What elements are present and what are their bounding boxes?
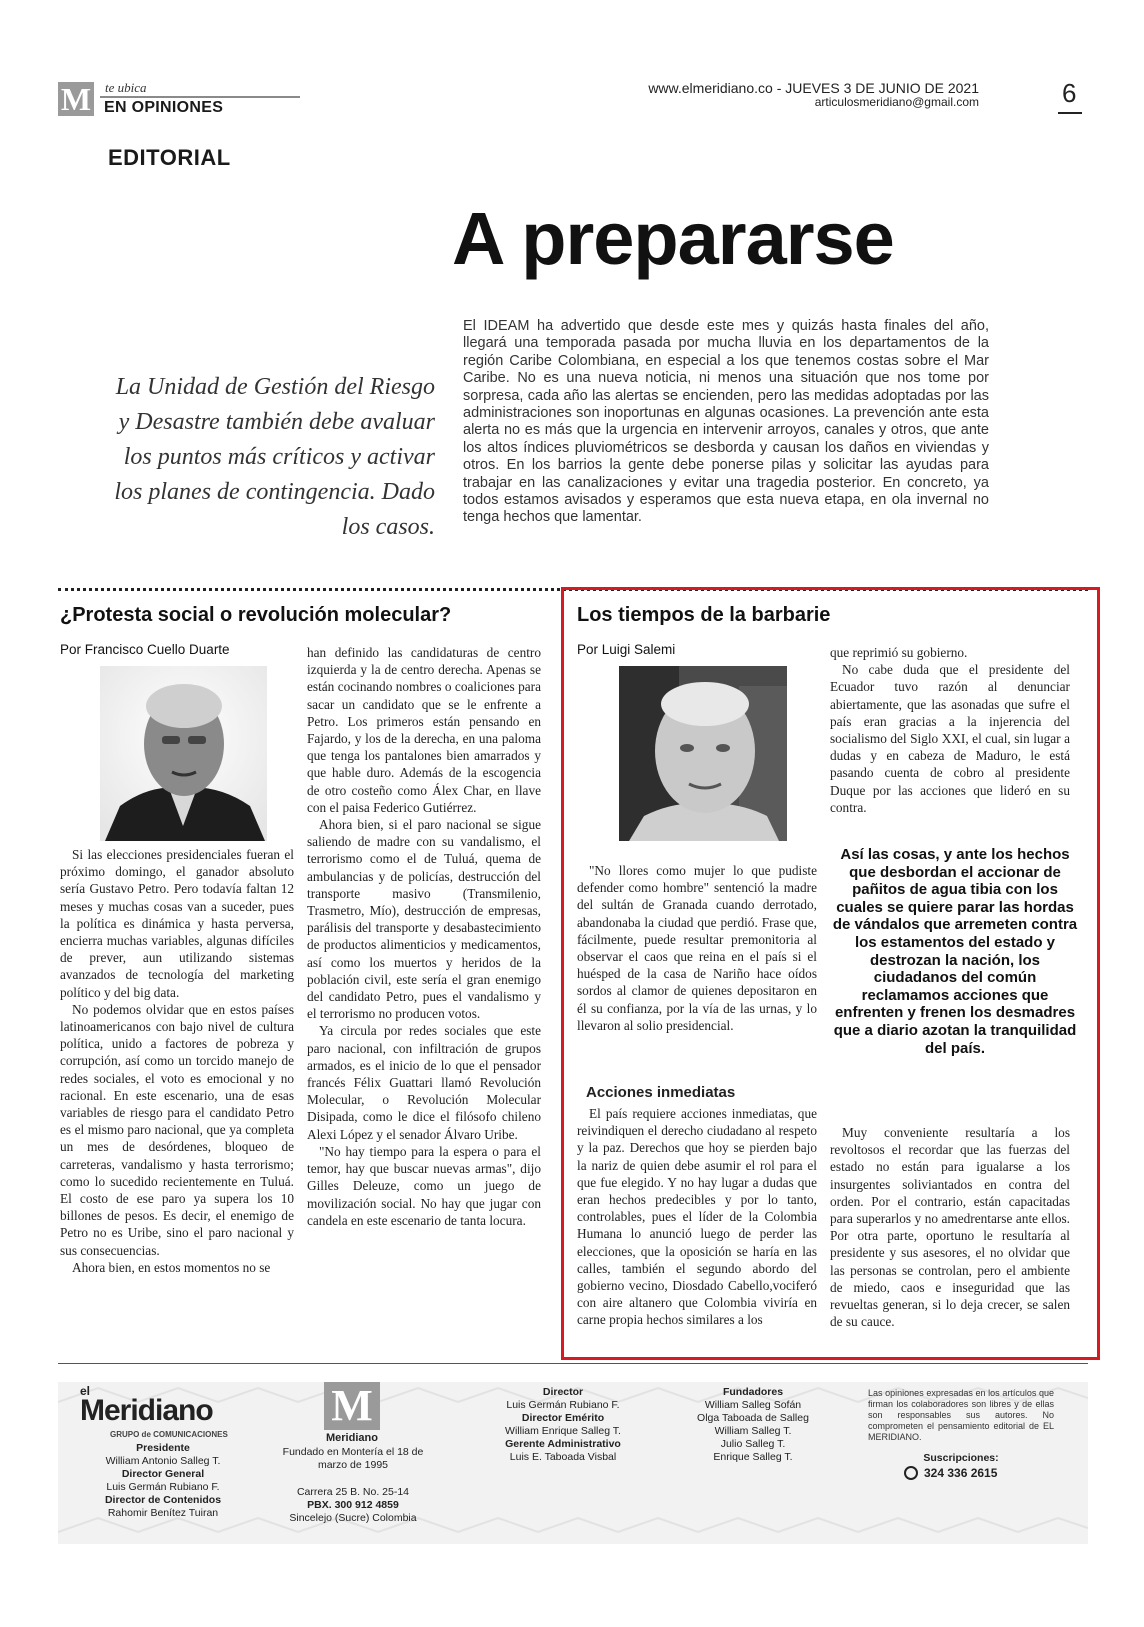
director-emerito-name: William Enrique Salleg T. bbox=[505, 1425, 621, 1437]
whatsapp-icon bbox=[904, 1466, 918, 1480]
subscriptions-phone: 324 336 2615 bbox=[924, 1466, 998, 1480]
article2-subhead: Acciones inmediatas bbox=[586, 1084, 736, 1101]
article2-paragraph: Muy conveniente resultaría a los revoltosos el recordar que las fuerzas del estado no están para igualarse a los insurgentes soliviantados en contra del orden. Por el contrario, están capacitadas para superarlos y no amedrentarse ante ellos. Por otra parte, oportuno le resultaría al presidente y sus asesores, el no olvidar que las personas se controlan, pero el ambiente de miedo, caos e inseguridad que las revueltas generan, si lo deja crecer, se salen de su cauce. bbox=[830, 1125, 1070, 1330]
gerente-label: Gerente Administrativo bbox=[505, 1438, 621, 1450]
director-contenidos-name: Rahomir Benítez Tuiran bbox=[107, 1507, 219, 1519]
editorial-label: EDITORIAL bbox=[108, 145, 231, 170]
footer-brand-name: Meridiano bbox=[80, 1394, 213, 1427]
article1-title: ¿Protesta social o revolución molecular? bbox=[60, 604, 452, 626]
director-emerito-label: Director Emérito bbox=[521, 1412, 605, 1424]
subscriptions-label: Suscripciones: bbox=[923, 1452, 999, 1464]
director-name: Luis Germán Rubiano F. bbox=[506, 1399, 620, 1411]
footer-directors bbox=[478, 1386, 648, 1464]
article2-paragraph: No cabe duda que el presidente del Ecuador tuvo razón al denunciar abiertamente, que las asonadas que sufre el país eran gracias a la injerencia del socialismo del Siglo XXI, el cual, sin lugar a dudas y en cabeza de Maduro, le está pasando cuenta de cobro al presidente Duque por las acciones que lideró en su contra. bbox=[830, 662, 1070, 815]
article2-paragraph: "No llores como mujer lo que pudiste defender como hombre" sentenció la madre del sultán de Granada cuando derrotado, abandonaba la ciudad que perdió. Frase que, fácilmente, puede resultar premonitoria al observar el caos que reina en el país si el huésped de la casa de Nariño hace oídos sordos al clamor de quienes depositaron en él su confianza, por la vía de las urnas, y lo llevaron al solio presidencial. bbox=[577, 863, 817, 1033]
fundador-name: William Salleg Sofán bbox=[704, 1399, 802, 1411]
section-name: EN OPINIONES bbox=[104, 99, 224, 116]
contact-email: articulosmeridiano@gmail.com bbox=[814, 95, 979, 109]
footer-brand-el: el bbox=[80, 1384, 91, 1398]
page-number: 6 bbox=[1062, 78, 1077, 108]
director-general-label: Director General bbox=[121, 1468, 205, 1480]
presidente-name: William Antonio Salleg T. bbox=[105, 1455, 221, 1467]
footer-address-block bbox=[268, 1486, 438, 1525]
article1-paragraph: No podemos olvidar que en estos países latinoamericanos con bajo nivel de cultura política, unido a factores de pobreza y corrupción, así como un torcido manejo de redes sociales, el voto es emocional y no racional. En este escenario, una de esas variables de riesgo para el candidato Petro es el mismo paro nacional, que ya completa un mes de desórdenes, bloqueo de carreteras, vandalismo y hasta terrorismo; como lo sucedido recientemente en Tuluá. El costo de ese paro ya supera los 10 billones de pesos. Es decir, el enemigo de Petro no es Uribe, sino el paro nacional y sus consecuencias. bbox=[60, 1001, 294, 1258]
article2-column-1b bbox=[577, 1105, 817, 1329]
section-rule bbox=[100, 96, 300, 98]
article1-column-1 bbox=[60, 846, 294, 1276]
fundador-name: Julio Salleg T. bbox=[720, 1438, 786, 1450]
article1-paragraph: han definido las candidaturas de centro izquierda y la de centro derecha. Apenas se están cocinando nombres o coaliciones para sacar un candidato que se le enfrente a Petro. Los primeros están pensando en Fajardo, y los de la derecha, en una paloma que tenga los pantalones bien amarrados y que hable duro. Además de la escogencia de otro costeño como Álex Char, en llave con el paisa Federico Gutiérrez. bbox=[307, 645, 541, 815]
footer-masthead bbox=[58, 1382, 1088, 1544]
article1-paragraph: Ahora bien, si el paro nacional se sigue saliendo de madre con su vandalismo, el terrorismo como el de Tuluá, quema de ambulancias y de policías, destrucción del transporte masivo (Transmilenio, Trasmetro, Mío), destrucción de empresas, parálisis del transporte y desabastecimiento de productos alimenticios y medicamentos, así como los muertos y heridos de la población civil, este sería el gran enemigo del candidato Petro, pues el vandalismo y el terrorismo no producen votos. bbox=[307, 817, 541, 1022]
article2-column-2 bbox=[830, 644, 1070, 816]
director-general-name: Luis Germán Rubiano F. bbox=[106, 1481, 220, 1493]
fundador-name: Enrique Salleg T. bbox=[713, 1451, 793, 1463]
meridiano-logo: M bbox=[58, 82, 94, 116]
footer-center-logo: M bbox=[324, 1382, 380, 1430]
author-photo-cuello bbox=[100, 666, 267, 841]
footer-founders bbox=[668, 1386, 838, 1464]
fundador-name: William Salleg T. bbox=[714, 1425, 792, 1437]
editorial-body: El IDEAM ha advertido que desde este mes y quizás hasta finales del año, llegará una temporada pasada por mucha lluvia en los departamentos de la región Caribe Colombiana, en especial a los que tenemos costas sobre el Mar Caribe. No es una nueva noticia, ni menos una situación que nos tome por sorpresa, cada año las alertas se encienden, pero las medidas adoptadas por las administraciones son inoportunas en algunas ocasiones. La prevención ante esta alerta no es más que la urgencia en intervenir arroyos, canales y otros, que ante los altos índices pluviométricos se desborda y causan los daños en viviendas y otros. En los barrios la gente debe ponerse pilas y solicitar las ayudas para trabajar en las canalizaciones y evitar una tragedia posterior. En concreto, ya todos estamos avisados y esperamos que esta nueva etapa, en ola invernal no tenga hechos que lamentar. bbox=[463, 318, 989, 526]
fundadores-label: Fundadores bbox=[722, 1386, 784, 1398]
site-date: www.elmeridiano.co - JUEVES 3 DE JUNIO DE 2021 bbox=[648, 80, 979, 96]
footer-pbx: PBX. 300 912 4859 bbox=[307, 1499, 399, 1511]
page-number-rule bbox=[1058, 112, 1082, 114]
article1-column-2 bbox=[307, 644, 541, 1229]
footer-disclaimer: Las opiniones expresadas en los artículos que firman los colaboradores son libres y de ellas son responsables sus autores. No comprometen el pensamiento editorial de EL MERIDIANO. bbox=[868, 1388, 1054, 1442]
footer-founded: Fundado en Montería el 18 de marzo de 1995 bbox=[282, 1446, 424, 1471]
footer-brand-sub: GRUPO de COMUNICACIONES bbox=[110, 1430, 228, 1439]
article2-pull-quote: Así las cosas, y ante los hechos que desbordan el accionar de pañitos de agua tibia con los cuales se quiere parar las hordas de vándalos que arremeten contra los estamentos del estado y destrozan la nación, los ciudadanos del común reclamamos acciones que enfrenten y frenen los desmadres que a diario azotan la tranquilidad del país. bbox=[832, 846, 1078, 1057]
fundador-name: Olga Taboada de Salleg bbox=[697, 1412, 809, 1424]
editorial-pull-quote: La Unidad de Gestión del Riesgo y Desastre también debe avaluar los puntos más críticos y activar los planes de contingencia. Dado los casos. bbox=[114, 374, 435, 540]
columns-bottom-rule bbox=[58, 1363, 1088, 1364]
director-label: Director bbox=[542, 1386, 584, 1398]
presidente-label: Presidente bbox=[136, 1442, 190, 1454]
footer-staff-left bbox=[78, 1442, 248, 1520]
gerente-name: Luis E. Taboada Visbal bbox=[509, 1451, 617, 1463]
director-contenidos-label: Director de Contenidos bbox=[104, 1494, 222, 1506]
article2-paragraph: que reprimió su gobierno. bbox=[830, 645, 968, 660]
article2-paragraph: El país requiere acciones inmediatas, que reivindiquen el derecho ciudadano al respeto y la paz. Derechos que hoy se pierden bajo la nariz de quien debe asumir el rol para el que fue elegido. Y no hay lugar a dudas que eran hechos predecibles y por lo tanto, controlables, pues el líder de la Colombia Humana lo anunció luego de perder las elecciones, que la oposición se haría en las calles, también el segundo abordo del gobierno vecino, Diosdado Cabello,vociferó con aire altanero que Colombia viviría en carne propia hechos similares a los bbox=[577, 1106, 817, 1328]
footer-center-brand: Meridiano bbox=[326, 1432, 378, 1444]
article2-column-1 bbox=[577, 862, 817, 1034]
article1-byline: Por Francisco Cuello Duarte bbox=[60, 642, 230, 657]
article2-byline: Por Luigi Salemi bbox=[577, 642, 676, 657]
article1-paragraph: "No hay tiempo para la espera o para el temor, hay que buscar nuevas armas", dijo Gilles Deleuze, como un juego de movilización social. No hay que jugar con candela en este escenario de tanta locura. bbox=[307, 1143, 541, 1228]
article1-paragraph: Si las elecciones presidenciales fueran el próximo domingo, el ganador absoluto sería Gustavo Petro. Pero todavía faltan 12 meses y muchas cosas van a suceder, pues la política es dinámica y hasta perversa, encierra muchas variables, algunas difíciles de prever, aun utilizando sistemas avanzados de tecnología del marketing político y del big data. bbox=[60, 847, 294, 1000]
editorial-headline: A prepararse bbox=[452, 197, 894, 280]
article2-title: Los tiempos de la barbarie bbox=[577, 604, 831, 626]
footer-city: Sincelejo (Sucre) Colombia bbox=[289, 1512, 417, 1524]
author-photo-salemi bbox=[619, 666, 787, 841]
te-ubica-tagline: te ubica bbox=[105, 80, 147, 95]
article1-paragraph: Ya circula por redes sociales que este paro nacional, con infiltración de grupos armados, es el inicio de lo que el pensador francés Félix Guattari llamó Revolución Molecular, o Revolución Molecular Disipada, como le dice el filósofo chileno Alexi López y el senador Álvaro Uribe. bbox=[307, 1023, 541, 1142]
footer-address: Carrera 25 B. No. 25-14 bbox=[296, 1486, 410, 1498]
article2-column-2b bbox=[830, 1124, 1070, 1330]
article1-paragraph: Ahora bien, en estos momentos no se bbox=[72, 1259, 271, 1275]
